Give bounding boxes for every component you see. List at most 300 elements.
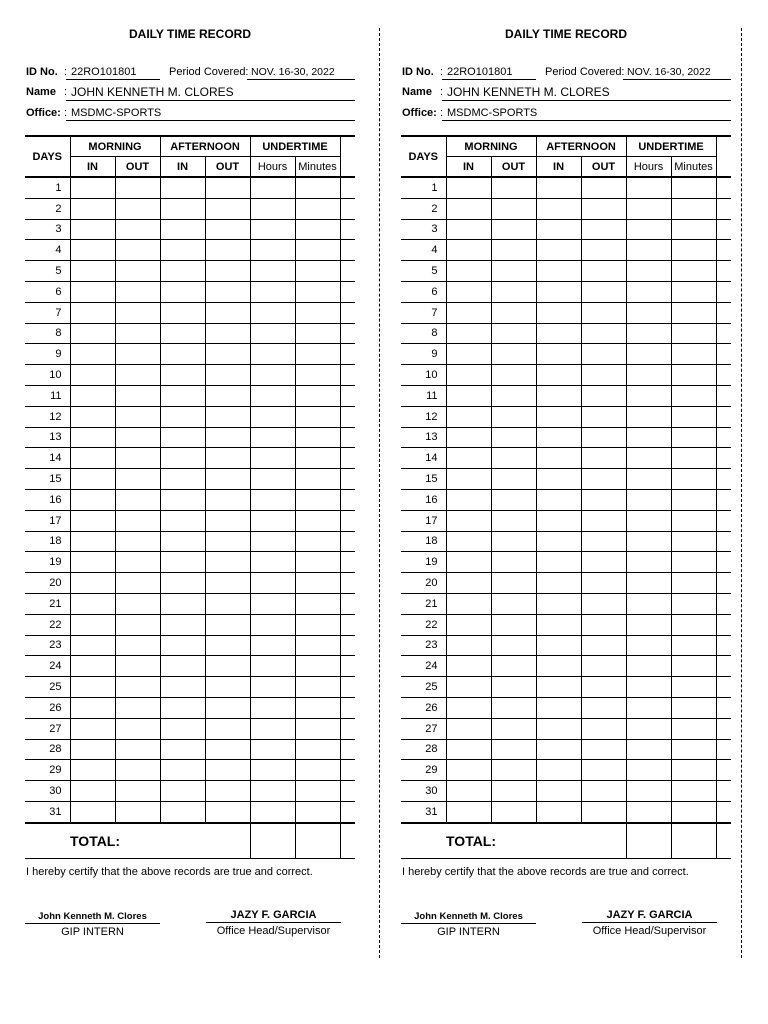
afternoon-out-cell[interactable] xyxy=(581,281,626,302)
afternoon-in-cell[interactable] xyxy=(536,573,581,594)
afternoon-in-cell[interactable] xyxy=(536,406,581,427)
undertime-minutes-cell[interactable] xyxy=(671,448,716,469)
total-minutes-cell[interactable] xyxy=(671,823,716,859)
afternoon-out-cell[interactable] xyxy=(205,573,250,594)
undertime-hours-cell[interactable] xyxy=(250,739,295,760)
afternoon-in-cell[interactable] xyxy=(536,656,581,677)
morning-in-cell[interactable] xyxy=(446,614,491,635)
morning-in-cell[interactable] xyxy=(446,718,491,739)
morning-in-cell[interactable] xyxy=(70,219,115,240)
morning-in-cell[interactable] xyxy=(446,552,491,573)
afternoon-out-cell[interactable] xyxy=(205,365,250,386)
afternoon-out-cell[interactable] xyxy=(581,718,626,739)
morning-in-cell[interactable] xyxy=(70,614,115,635)
morning-out-cell[interactable] xyxy=(115,469,160,490)
undertime-hours-cell[interactable] xyxy=(250,198,295,219)
afternoon-out-cell[interactable] xyxy=(581,302,626,323)
afternoon-out-cell[interactable] xyxy=(581,760,626,781)
morning-in-cell[interactable] xyxy=(446,677,491,698)
afternoon-in-cell[interactable] xyxy=(536,385,581,406)
afternoon-in-cell[interactable] xyxy=(160,365,205,386)
morning-out-cell[interactable] xyxy=(491,469,536,490)
morning-out-cell[interactable] xyxy=(115,760,160,781)
afternoon-out-cell[interactable] xyxy=(581,406,626,427)
morning-in-cell[interactable] xyxy=(70,365,115,386)
morning-in-cell[interactable] xyxy=(446,573,491,594)
morning-out-cell[interactable] xyxy=(115,323,160,344)
morning-out-cell[interactable] xyxy=(115,614,160,635)
afternoon-in-cell[interactable] xyxy=(160,198,205,219)
morning-in-cell[interactable] xyxy=(70,697,115,718)
undertime-minutes-cell[interactable] xyxy=(295,385,340,406)
morning-out-cell[interactable] xyxy=(491,531,536,552)
afternoon-out-cell[interactable] xyxy=(205,385,250,406)
morning-out-cell[interactable] xyxy=(491,697,536,718)
morning-out-cell[interactable] xyxy=(115,240,160,261)
undertime-hours-cell[interactable] xyxy=(250,427,295,448)
afternoon-in-cell[interactable] xyxy=(160,344,205,365)
undertime-minutes-cell[interactable] xyxy=(295,344,340,365)
afternoon-out-cell[interactable] xyxy=(581,323,626,344)
afternoon-out-cell[interactable] xyxy=(205,469,250,490)
morning-in-cell[interactable] xyxy=(70,677,115,698)
morning-out-cell[interactable] xyxy=(491,344,536,365)
undertime-minutes-cell[interactable] xyxy=(671,635,716,656)
morning-in-cell[interactable] xyxy=(70,760,115,781)
morning-in-cell[interactable] xyxy=(446,510,491,531)
morning-out-cell[interactable] xyxy=(491,573,536,594)
morning-out-cell[interactable] xyxy=(491,365,536,386)
undertime-minutes-cell[interactable] xyxy=(295,510,340,531)
afternoon-in-cell[interactable] xyxy=(536,177,581,198)
undertime-minutes-cell[interactable] xyxy=(295,240,340,261)
morning-in-cell[interactable] xyxy=(446,302,491,323)
afternoon-out-cell[interactable] xyxy=(581,469,626,490)
morning-in-cell[interactable] xyxy=(446,635,491,656)
afternoon-in-cell[interactable] xyxy=(160,593,205,614)
morning-in-cell[interactable] xyxy=(446,760,491,781)
undertime-minutes-cell[interactable] xyxy=(295,573,340,594)
morning-out-cell[interactable] xyxy=(115,677,160,698)
morning-in-cell[interactable] xyxy=(70,302,115,323)
afternoon-in-cell[interactable] xyxy=(536,718,581,739)
afternoon-in-cell[interactable] xyxy=(160,781,205,802)
undertime-hours-cell[interactable] xyxy=(250,302,295,323)
undertime-hours-cell[interactable] xyxy=(250,573,295,594)
morning-in-cell[interactable] xyxy=(70,281,115,302)
morning-in-cell[interactable] xyxy=(70,344,115,365)
afternoon-out-cell[interactable] xyxy=(205,801,250,822)
undertime-minutes-cell[interactable] xyxy=(671,656,716,677)
afternoon-out-cell[interactable] xyxy=(205,302,250,323)
afternoon-out-cell[interactable] xyxy=(581,198,626,219)
afternoon-out-cell[interactable] xyxy=(205,406,250,427)
afternoon-in-cell[interactable] xyxy=(536,489,581,510)
morning-out-cell[interactable] xyxy=(491,302,536,323)
undertime-hours-cell[interactable] xyxy=(626,760,671,781)
afternoon-in-cell[interactable] xyxy=(160,406,205,427)
afternoon-out-cell[interactable] xyxy=(205,344,250,365)
undertime-hours-cell[interactable] xyxy=(626,614,671,635)
undertime-hours-cell[interactable] xyxy=(250,510,295,531)
morning-out-cell[interactable] xyxy=(491,323,536,344)
afternoon-out-cell[interactable] xyxy=(205,656,250,677)
morning-out-cell[interactable] xyxy=(491,198,536,219)
undertime-hours-cell[interactable] xyxy=(626,281,671,302)
undertime-minutes-cell[interactable] xyxy=(295,697,340,718)
afternoon-out-cell[interactable] xyxy=(205,739,250,760)
undertime-hours-cell[interactable] xyxy=(626,573,671,594)
undertime-hours-cell[interactable] xyxy=(250,718,295,739)
morning-in-cell[interactable] xyxy=(446,781,491,802)
morning-out-cell[interactable] xyxy=(491,614,536,635)
morning-out-cell[interactable] xyxy=(491,760,536,781)
afternoon-out-cell[interactable] xyxy=(581,385,626,406)
undertime-minutes-cell[interactable] xyxy=(295,281,340,302)
undertime-hours-cell[interactable] xyxy=(250,219,295,240)
afternoon-out-cell[interactable] xyxy=(581,739,626,760)
undertime-hours-cell[interactable] xyxy=(250,593,295,614)
morning-out-cell[interactable] xyxy=(115,448,160,469)
undertime-minutes-cell[interactable] xyxy=(295,302,340,323)
morning-out-cell[interactable] xyxy=(491,635,536,656)
undertime-hours-cell[interactable] xyxy=(250,781,295,802)
morning-in-cell[interactable] xyxy=(70,510,115,531)
undertime-hours-cell[interactable] xyxy=(250,406,295,427)
undertime-minutes-cell[interactable] xyxy=(671,801,716,822)
undertime-hours-cell[interactable] xyxy=(626,593,671,614)
morning-out-cell[interactable] xyxy=(491,261,536,282)
undertime-minutes-cell[interactable] xyxy=(295,448,340,469)
afternoon-out-cell[interactable] xyxy=(581,177,626,198)
afternoon-out-cell[interactable] xyxy=(581,489,626,510)
afternoon-out-cell[interactable] xyxy=(205,552,250,573)
morning-out-cell[interactable] xyxy=(115,198,160,219)
morning-in-cell[interactable] xyxy=(446,219,491,240)
undertime-minutes-cell[interactable] xyxy=(671,760,716,781)
morning-out-cell[interactable] xyxy=(491,801,536,822)
undertime-minutes-cell[interactable] xyxy=(295,739,340,760)
afternoon-out-cell[interactable] xyxy=(581,344,626,365)
undertime-hours-cell[interactable] xyxy=(250,697,295,718)
undertime-minutes-cell[interactable] xyxy=(671,385,716,406)
morning-out-cell[interactable] xyxy=(115,697,160,718)
morning-in-cell[interactable] xyxy=(446,697,491,718)
afternoon-in-cell[interactable] xyxy=(536,198,581,219)
afternoon-out-cell[interactable] xyxy=(581,448,626,469)
morning-in-cell[interactable] xyxy=(446,656,491,677)
morning-out-cell[interactable] xyxy=(491,406,536,427)
afternoon-out-cell[interactable] xyxy=(205,281,250,302)
morning-out-cell[interactable] xyxy=(491,427,536,448)
morning-in-cell[interactable] xyxy=(70,177,115,198)
total-hours-cell[interactable] xyxy=(626,823,671,859)
undertime-hours-cell[interactable] xyxy=(250,344,295,365)
afternoon-in-cell[interactable] xyxy=(160,677,205,698)
afternoon-out-cell[interactable] xyxy=(581,219,626,240)
afternoon-in-cell[interactable] xyxy=(160,739,205,760)
undertime-hours-cell[interactable] xyxy=(250,385,295,406)
undertime-hours-cell[interactable] xyxy=(250,614,295,635)
undertime-minutes-cell[interactable] xyxy=(671,469,716,490)
undertime-hours-cell[interactable] xyxy=(250,261,295,282)
undertime-minutes-cell[interactable] xyxy=(295,261,340,282)
morning-out-cell[interactable] xyxy=(115,635,160,656)
afternoon-in-cell[interactable] xyxy=(160,614,205,635)
morning-out-cell[interactable] xyxy=(491,281,536,302)
afternoon-out-cell[interactable] xyxy=(581,656,626,677)
afternoon-in-cell[interactable] xyxy=(536,760,581,781)
morning-out-cell[interactable] xyxy=(491,240,536,261)
afternoon-in-cell[interactable] xyxy=(536,240,581,261)
morning-in-cell[interactable] xyxy=(446,365,491,386)
undertime-hours-cell[interactable] xyxy=(250,656,295,677)
afternoon-in-cell[interactable] xyxy=(536,323,581,344)
afternoon-out-cell[interactable] xyxy=(581,531,626,552)
morning-in-cell[interactable] xyxy=(70,198,115,219)
morning-in-cell[interactable] xyxy=(446,427,491,448)
morning-out-cell[interactable] xyxy=(491,448,536,469)
undertime-hours-cell[interactable] xyxy=(626,344,671,365)
undertime-hours-cell[interactable] xyxy=(626,697,671,718)
afternoon-in-cell[interactable] xyxy=(160,801,205,822)
morning-in-cell[interactable] xyxy=(70,406,115,427)
morning-out-cell[interactable] xyxy=(115,302,160,323)
morning-in-cell[interactable] xyxy=(70,552,115,573)
undertime-hours-cell[interactable] xyxy=(250,552,295,573)
morning-out-cell[interactable] xyxy=(115,552,160,573)
undertime-minutes-cell[interactable] xyxy=(671,302,716,323)
undertime-minutes-cell[interactable] xyxy=(671,697,716,718)
morning-in-cell[interactable] xyxy=(446,281,491,302)
undertime-hours-cell[interactable] xyxy=(626,801,671,822)
undertime-minutes-cell[interactable] xyxy=(671,344,716,365)
morning-in-cell[interactable] xyxy=(70,718,115,739)
morning-out-cell[interactable] xyxy=(115,427,160,448)
undertime-hours-cell[interactable] xyxy=(626,677,671,698)
afternoon-in-cell[interactable] xyxy=(160,718,205,739)
afternoon-in-cell[interactable] xyxy=(160,302,205,323)
undertime-minutes-cell[interactable] xyxy=(295,531,340,552)
morning-out-cell[interactable] xyxy=(491,656,536,677)
undertime-hours-cell[interactable] xyxy=(626,510,671,531)
afternoon-in-cell[interactable] xyxy=(536,739,581,760)
afternoon-in-cell[interactable] xyxy=(536,801,581,822)
afternoon-in-cell[interactable] xyxy=(536,448,581,469)
afternoon-out-cell[interactable] xyxy=(581,593,626,614)
afternoon-in-cell[interactable] xyxy=(536,219,581,240)
undertime-minutes-cell[interactable] xyxy=(671,531,716,552)
undertime-hours-cell[interactable] xyxy=(250,365,295,386)
afternoon-in-cell[interactable] xyxy=(536,781,581,802)
undertime-minutes-cell[interactable] xyxy=(671,614,716,635)
morning-in-cell[interactable] xyxy=(70,448,115,469)
morning-in-cell[interactable] xyxy=(70,427,115,448)
undertime-minutes-cell[interactable] xyxy=(295,718,340,739)
morning-out-cell[interactable] xyxy=(491,489,536,510)
undertime-hours-cell[interactable] xyxy=(250,677,295,698)
undertime-minutes-cell[interactable] xyxy=(295,614,340,635)
morning-out-cell[interactable] xyxy=(115,510,160,531)
afternoon-out-cell[interactable] xyxy=(205,760,250,781)
afternoon-in-cell[interactable] xyxy=(160,469,205,490)
undertime-minutes-cell[interactable] xyxy=(671,552,716,573)
morning-out-cell[interactable] xyxy=(491,677,536,698)
afternoon-in-cell[interactable] xyxy=(160,448,205,469)
afternoon-in-cell[interactable] xyxy=(160,240,205,261)
afternoon-in-cell[interactable] xyxy=(160,552,205,573)
undertime-hours-cell[interactable] xyxy=(626,365,671,386)
undertime-minutes-cell[interactable] xyxy=(671,198,716,219)
morning-in-cell[interactable] xyxy=(446,177,491,198)
afternoon-out-cell[interactable] xyxy=(205,635,250,656)
afternoon-in-cell[interactable] xyxy=(160,489,205,510)
undertime-minutes-cell[interactable] xyxy=(671,427,716,448)
morning-out-cell[interactable] xyxy=(115,281,160,302)
undertime-minutes-cell[interactable] xyxy=(671,718,716,739)
morning-out-cell[interactable] xyxy=(115,489,160,510)
morning-out-cell[interactable] xyxy=(115,365,160,386)
morning-out-cell[interactable] xyxy=(115,573,160,594)
undertime-minutes-cell[interactable] xyxy=(295,365,340,386)
afternoon-out-cell[interactable] xyxy=(205,510,250,531)
afternoon-in-cell[interactable] xyxy=(160,177,205,198)
undertime-minutes-cell[interactable] xyxy=(671,323,716,344)
undertime-hours-cell[interactable] xyxy=(626,469,671,490)
undertime-minutes-cell[interactable] xyxy=(671,406,716,427)
afternoon-in-cell[interactable] xyxy=(160,323,205,344)
total-hours-cell[interactable] xyxy=(250,823,295,859)
afternoon-in-cell[interactable] xyxy=(160,385,205,406)
morning-out-cell[interactable] xyxy=(115,385,160,406)
morning-in-cell[interactable] xyxy=(446,344,491,365)
morning-in-cell[interactable] xyxy=(446,801,491,822)
undertime-minutes-cell[interactable] xyxy=(671,489,716,510)
afternoon-out-cell[interactable] xyxy=(205,198,250,219)
afternoon-out-cell[interactable] xyxy=(205,323,250,344)
morning-out-cell[interactable] xyxy=(115,781,160,802)
undertime-minutes-cell[interactable] xyxy=(671,365,716,386)
morning-out-cell[interactable] xyxy=(491,593,536,614)
undertime-minutes-cell[interactable] xyxy=(295,801,340,822)
morning-in-cell[interactable] xyxy=(70,323,115,344)
undertime-minutes-cell[interactable] xyxy=(295,489,340,510)
afternoon-in-cell[interactable] xyxy=(536,261,581,282)
morning-in-cell[interactable] xyxy=(70,593,115,614)
morning-out-cell[interactable] xyxy=(115,593,160,614)
afternoon-in-cell[interactable] xyxy=(536,697,581,718)
afternoon-out-cell[interactable] xyxy=(205,614,250,635)
undertime-hours-cell[interactable] xyxy=(250,177,295,198)
undertime-hours-cell[interactable] xyxy=(626,385,671,406)
undertime-minutes-cell[interactable] xyxy=(671,573,716,594)
afternoon-out-cell[interactable] xyxy=(581,261,626,282)
morning-in-cell[interactable] xyxy=(446,448,491,469)
undertime-hours-cell[interactable] xyxy=(626,219,671,240)
morning-in-cell[interactable] xyxy=(70,573,115,594)
undertime-hours-cell[interactable] xyxy=(626,489,671,510)
afternoon-out-cell[interactable] xyxy=(581,677,626,698)
afternoon-out-cell[interactable] xyxy=(205,240,250,261)
undertime-minutes-cell[interactable] xyxy=(671,177,716,198)
afternoon-out-cell[interactable] xyxy=(581,781,626,802)
morning-out-cell[interactable] xyxy=(115,344,160,365)
morning-out-cell[interactable] xyxy=(115,739,160,760)
morning-out-cell[interactable] xyxy=(491,510,536,531)
afternoon-out-cell[interactable] xyxy=(581,697,626,718)
afternoon-in-cell[interactable] xyxy=(536,302,581,323)
undertime-hours-cell[interactable] xyxy=(626,635,671,656)
afternoon-out-cell[interactable] xyxy=(205,177,250,198)
undertime-hours-cell[interactable] xyxy=(250,448,295,469)
morning-in-cell[interactable] xyxy=(446,469,491,490)
undertime-hours-cell[interactable] xyxy=(250,469,295,490)
undertime-hours-cell[interactable] xyxy=(626,448,671,469)
afternoon-out-cell[interactable] xyxy=(581,635,626,656)
morning-out-cell[interactable] xyxy=(491,739,536,760)
afternoon-out-cell[interactable] xyxy=(205,677,250,698)
afternoon-out-cell[interactable] xyxy=(205,593,250,614)
undertime-minutes-cell[interactable] xyxy=(295,406,340,427)
morning-in-cell[interactable] xyxy=(70,781,115,802)
morning-out-cell[interactable] xyxy=(491,385,536,406)
afternoon-out-cell[interactable] xyxy=(205,489,250,510)
afternoon-in-cell[interactable] xyxy=(160,281,205,302)
undertime-minutes-cell[interactable] xyxy=(671,739,716,760)
afternoon-in-cell[interactable] xyxy=(536,510,581,531)
undertime-minutes-cell[interactable] xyxy=(671,677,716,698)
afternoon-out-cell[interactable] xyxy=(581,801,626,822)
morning-in-cell[interactable] xyxy=(70,489,115,510)
afternoon-in-cell[interactable] xyxy=(536,427,581,448)
afternoon-out-cell[interactable] xyxy=(581,427,626,448)
undertime-minutes-cell[interactable] xyxy=(295,593,340,614)
morning-in-cell[interactable] xyxy=(70,739,115,760)
undertime-hours-cell[interactable] xyxy=(626,323,671,344)
morning-out-cell[interactable] xyxy=(115,531,160,552)
afternoon-in-cell[interactable] xyxy=(160,573,205,594)
afternoon-out-cell[interactable] xyxy=(581,510,626,531)
undertime-hours-cell[interactable] xyxy=(626,739,671,760)
afternoon-in-cell[interactable] xyxy=(160,760,205,781)
undertime-hours-cell[interactable] xyxy=(626,177,671,198)
morning-out-cell[interactable] xyxy=(115,656,160,677)
afternoon-in-cell[interactable] xyxy=(536,552,581,573)
morning-in-cell[interactable] xyxy=(70,656,115,677)
morning-in-cell[interactable] xyxy=(70,531,115,552)
afternoon-in-cell[interactable] xyxy=(536,531,581,552)
undertime-minutes-cell[interactable] xyxy=(295,469,340,490)
afternoon-in-cell[interactable] xyxy=(160,635,205,656)
morning-out-cell[interactable] xyxy=(491,177,536,198)
undertime-minutes-cell[interactable] xyxy=(671,261,716,282)
undertime-hours-cell[interactable] xyxy=(626,198,671,219)
undertime-minutes-cell[interactable] xyxy=(295,177,340,198)
undertime-hours-cell[interactable] xyxy=(626,781,671,802)
undertime-minutes-cell[interactable] xyxy=(295,760,340,781)
afternoon-out-cell[interactable] xyxy=(581,552,626,573)
undertime-minutes-cell[interactable] xyxy=(295,427,340,448)
undertime-hours-cell[interactable] xyxy=(626,552,671,573)
undertime-minutes-cell[interactable] xyxy=(295,198,340,219)
morning-in-cell[interactable] xyxy=(446,198,491,219)
morning-out-cell[interactable] xyxy=(491,718,536,739)
undertime-minutes-cell[interactable] xyxy=(671,281,716,302)
undertime-hours-cell[interactable] xyxy=(250,635,295,656)
afternoon-out-cell[interactable] xyxy=(205,448,250,469)
undertime-minutes-cell[interactable] xyxy=(295,323,340,344)
undertime-hours-cell[interactable] xyxy=(250,531,295,552)
